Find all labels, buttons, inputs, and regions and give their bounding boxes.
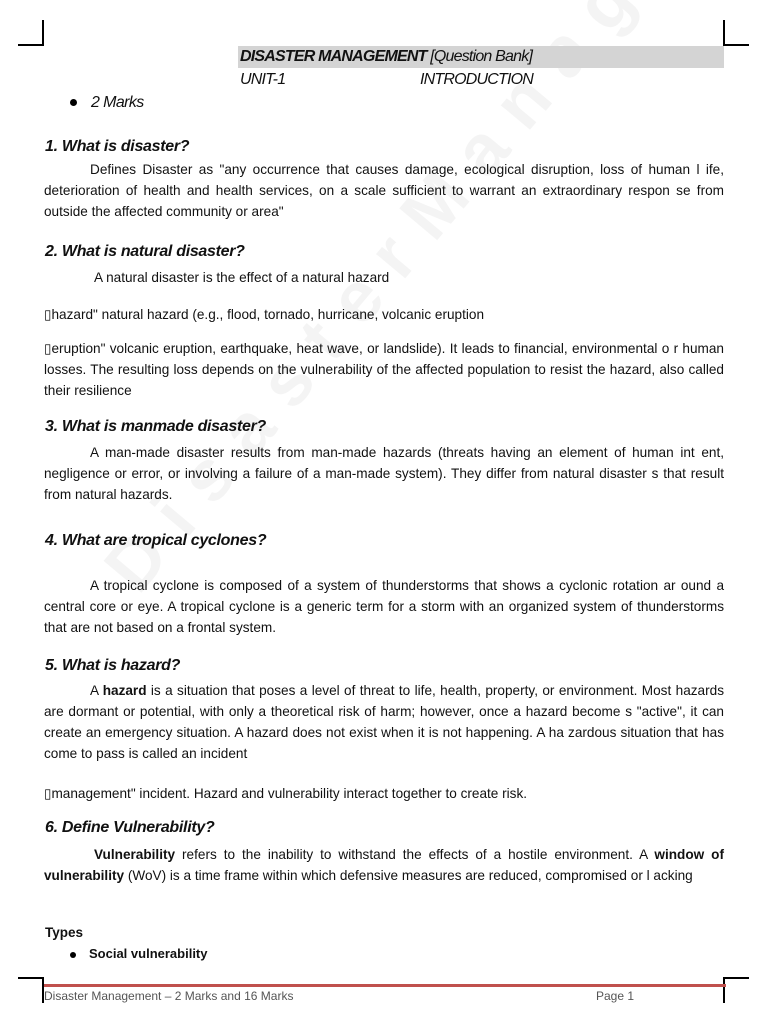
section-label-text: 2 Marks [91,94,144,111]
section-label [70,94,144,112]
types-list-item [70,946,208,961]
question-5-answer-1 [44,680,724,764]
crop-mark-top-left-h [18,44,44,46]
bullet-icon [70,952,76,958]
question-3-answer: A man-made disaster results from man-made hazards (threats having an element of human int ent, negligence or error, or involving a failure of a man-made system). They differ from natural disaster s that result from natural hazards. [44,445,724,502]
crop-mark-bottom-right-h [723,977,749,979]
question-1-answer: Defines Disaster as "any occurrence that causes damage, ecological disruption, loss of human l ife, deterioration of health and health services, on a scale sufficient to warrant an extraordinary respon se from outside the affected community or area" [44,162,724,219]
title-bold: DISASTER MANAGEMENT [240,48,427,65]
unit-name: INTRODUCTION [420,71,534,88]
crop-mark-top-left-v [42,20,44,46]
question-4-title: 4. What are tropical cyclones? [45,532,267,549]
question-1-title: 1. What is disaster? [45,138,190,155]
page-number: Page 1 [596,989,635,1003]
crop-mark-bottom-left-h [18,977,44,979]
crop-mark-top-right-h [723,44,749,46]
q6-keyword-window: window of vulnerability [44,847,724,883]
question-2-answer-1: A natural disaster is the effect of a natural hazard [94,270,390,285]
question-2-title: 2. What is natural disaster? [45,243,245,260]
question-5-answer-2: ▯management" incident. Hazard and vulnerability interact together to create risk. [44,786,528,801]
q5-keyword-hazard: hazard [102,683,147,698]
q5-text-a: A [90,683,103,698]
question-2-answer-3: ▯eruption" volcanic eruption, earthquake, heat wave, or landslide). It leads to financial, environmental o r human losses. The resulting loss depends on the vulnerability of the affected population to resist the hazard, also called their resilience [44,341,724,398]
q6-text-b: (WoV) is a time frame within which defensive measures are reduced, compromised or l acking [124,868,693,883]
footer-rule [44,984,726,987]
question-5-title: 5. What is hazard? [45,657,181,674]
title-suffix: [Question Bank] [426,48,533,65]
unit-number: UNIT-1 [240,71,286,88]
question-3-title: 3. What is manmade disaster? [45,418,267,435]
question-2-answer-2: ▯hazard" natural hazard (e.g., flood, tornado, hurricane, volcanic eruption [44,307,485,322]
crop-mark-top-right-v [723,20,725,46]
types-item-label: Social vulnerability [89,946,208,961]
q6-text-a: refers to the inability to withstand the effects of a hostile environment. A [175,847,655,862]
question-6-title: 6. Define Vulnerability? [45,819,215,836]
question-4-answer: A tropical cyclone is composed of a system of thunderstorms that shows a cyclonic rotation ar ound a central core or eye. A tropical cyclone is a generic term for a storm with an organized system of thunderstorms that are not based on a frontal system. [44,578,724,635]
question-6-answer [44,844,724,886]
document-title [240,46,532,68]
q5-text-b: is a situation that poses a level of threat to life, health, property, or environment. Most hazards are dormant or potential, with only a theoretical risk of harm; however, once a hazard become s "active", it can create an emergency situation. A hazard does not exist when it is not happening. A ha zardous situation that has come to pass is called an incident [44,683,724,761]
types-heading: Types [45,925,84,940]
q6-keyword-vulnerability: Vulnerability [94,847,176,862]
footer-title: Disaster Management – 2 Marks and 16 Marks [44,989,294,1003]
crop-mark-bottom-right-v [723,977,725,1003]
bullet-icon [70,99,77,106]
